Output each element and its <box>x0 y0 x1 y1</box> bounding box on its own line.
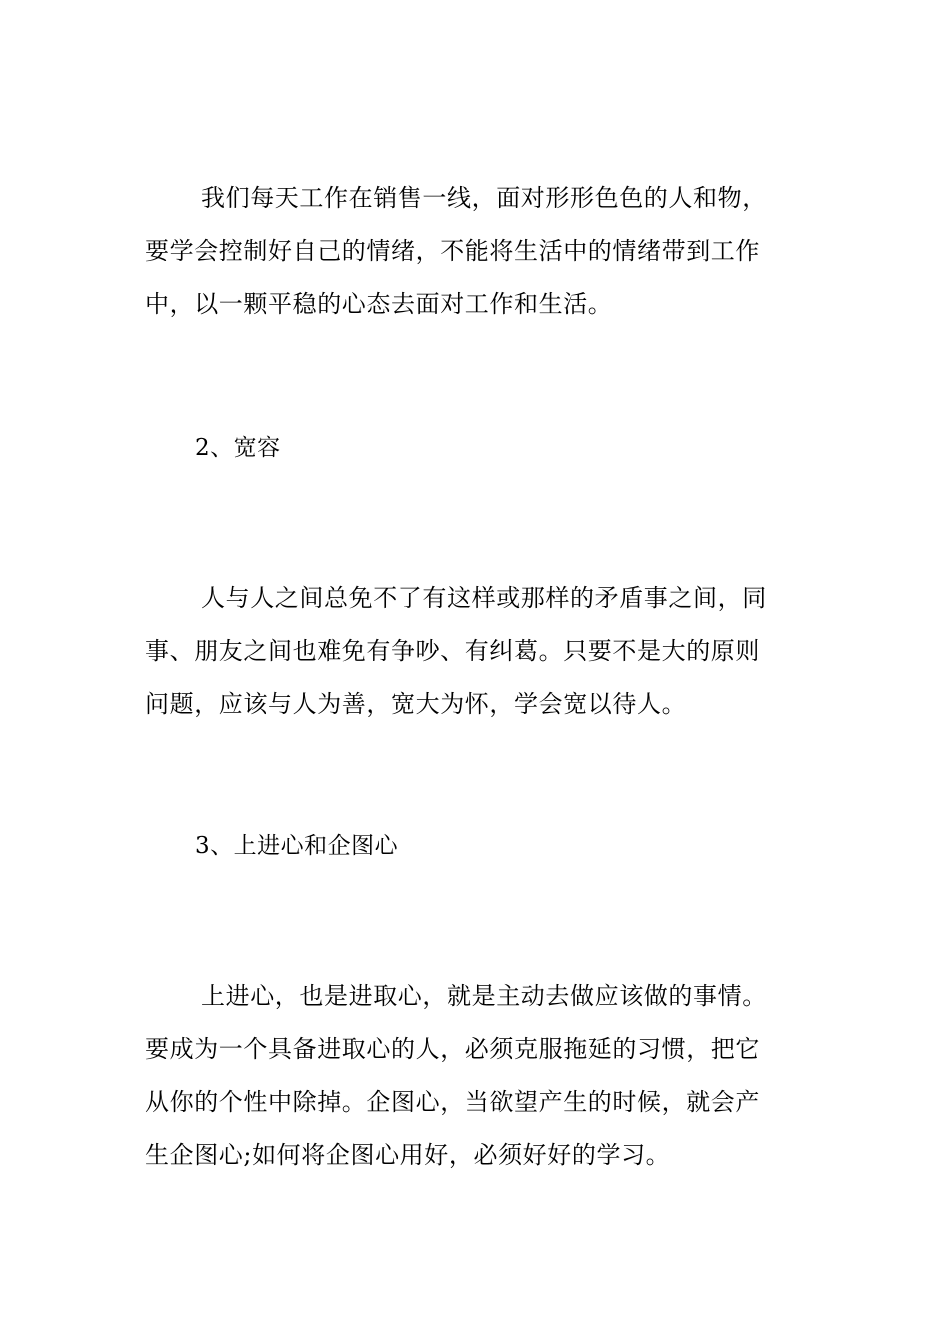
section-heading-ambition: 3、上进心和企图心 <box>195 833 399 859</box>
paragraph-ambition <box>145 970 815 1182</box>
paragraph-line: 问题，应该与人为善，宽大为怀，学会宽以待人。 <box>145 690 687 718</box>
paragraph-line: 生企图心;如何将企图心用好，必须好好的学习。 <box>145 1141 671 1169</box>
section-heading-tolerance: 2、宽容 <box>195 435 281 461</box>
paragraph-line: 要成为一个具备进取心的人，必须克服拖延的习惯，把它 <box>145 1035 760 1063</box>
paragraph-line: 从你的个性中除掉。企图心，当欲望产生的时候，就会产 <box>145 1088 760 1116</box>
paragraph-line: 人与人之间总免不了有这样或那样的矛盾事之间，同 <box>201 584 767 612</box>
paragraph-line: 上进心，也是进取心，就是主动去做应该做的事情。 <box>201 982 767 1010</box>
paragraph-tolerance <box>145 572 815 731</box>
paragraph-line: 事、朋友之间也难免有争吵、有纠葛。只要不是大的原则 <box>145 637 760 665</box>
paragraph-emotion-control <box>145 172 815 331</box>
paragraph-line: 要学会控制好自己的情绪，不能将生活中的情绪带到工作 <box>145 237 760 265</box>
paragraph-line: 我们每天工作在销售一线，面对形形色色的人和物， <box>201 184 767 212</box>
paragraph-line: 中，以一颗平稳的心态去面对工作和生活。 <box>145 290 613 318</box>
